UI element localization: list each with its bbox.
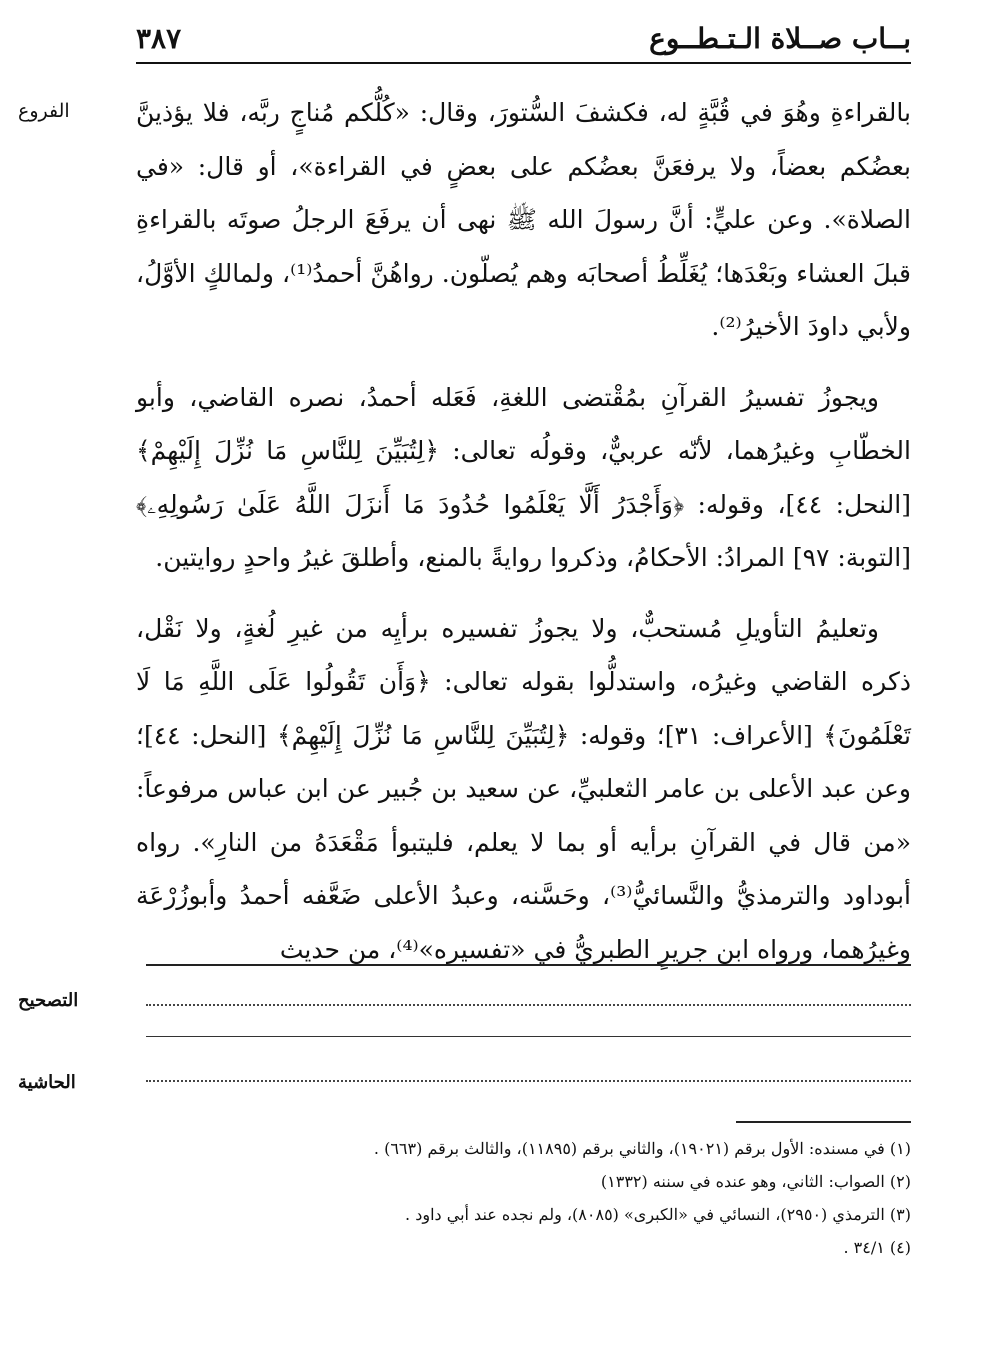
footnote-4: (٤) ٣٤/١ . (843, 1238, 911, 1257)
chapter-title: بــاب صــلاة الـتـطــوع (649, 22, 911, 55)
footnote-1: (١) في مسنده: الأول برقم (١٩٠٢١)، والثاني برقم (١١٨٩٥)، والثالث برقم (٦٦٣) . (373, 1139, 911, 1158)
hashiya-dotted-line (146, 1080, 911, 1082)
side-label-tashih: التصحيح (18, 990, 79, 1011)
paragraph-3: وتعليمُ التأويلِ مُستحبٌّ، ولا يجوزُ تفسيره برأيِه من غيرِ لُغةٍ، ولا نَقْل، ذكره القاضي وغيرُه، واستدلُّوا بقوله تعالى: ﴿وَأَن تَقُولُوا عَلَى اللَّهِ مَا لَا تَعْلَمُونَ﴾ [الأعراف: ٣١]؛ وقوله: ﴿لِتُبَيِّنَ لِلنَّاسِ مَا نُزِّلَ إِلَيْهِمْ﴾ [النحل: ٤٤]؛ وعن عبد الأعلى بن عامر الثعلبيِّ، عن سعيد بن جُبير عن ابن عباس مرفوعاً: «من قال في القرآنِ برأيه أو بما لا يعلم، فليتبوأ مَقْعَدَهُ من النارِ». رواه أبوداود والترمذيُّ والنَّسائيُّ⁽³⁾، وحَسَّنه، وعبدُ الأعلى ضَعَّفه أحمدُ وأبوزُرْعَة وغيرُهما، ورواه ابن جريرٍ الطبريُّ في «تفسيره»⁽⁴⁾، من حديث (136, 613, 911, 964)
paragraph-1: بالقراءةِ وهُوَ في قُبَّةٍ له، فكشفَ السُّتورَ، وقال: «كُلُّكم مُناجٍ ربَّه، فلا يؤذينَّ بعضُكم بعضاً، ولا يرفعَنَّ بعضُكم على بعضٍ في القراءة»، أو قال: «في الصلاة». وعن عليٍّ: أنَّ رسولَ الله ﷺ نهى أن يرفَعَ الرجلُ صوتَه بالقراءةِ قبلَ العشاء وبَعْدَها؛ يُغَلِّطُ أصحابَه وهم يُصلّون. رواهُنَّ أحمدُ⁽¹⁾، ولمالكٍ الأوَّلُ، ولأبي داودَ الأخيرُ⁽²⁾. (136, 98, 911, 341)
tashih-dotted-line (146, 1004, 911, 1006)
section-divider (146, 1036, 911, 1037)
paragraph-2: ويجوزُ تفسيرُ القرآنِ بمُقْتضى اللغةِ، فَعَله أحمدُ، نصره القاضي، وأبو الخطّابِ وغيرُهما، لأنّه عربيٌّ، وقولُه تعالى: ﴿لِتُبَيِّنَ لِلنَّاسِ مَا نُزِّلَ إِلَيْهِمْ﴾ [النحل: ٤٤]، وقوله: ﴿وَأَجْدَرُ أَلَّا يَعْلَمُوا حُدُودَ مَا أَنزَلَ اللَّهُ عَلَىٰ رَسُولِهِۦ﴾ [التوبة: ٩٧] المرادُ: الأحكامُ، وذكروا روايةً بالمنع، وأطلقَ غيرُ واحدٍ روايتين. (136, 382, 911, 572)
side-label-furu: الفروع (18, 100, 70, 122)
footnotes (136, 1132, 911, 1264)
main-text (136, 86, 911, 976)
footnote-3: (٣) الترمذي (٢٩٥٠)، النسائي في «الكبرى» (٨٠٨٥)، ولم نجده عند أبي داود . (405, 1205, 911, 1224)
main-text-rule (146, 964, 911, 966)
page-number: ٣٨٧ (136, 22, 182, 55)
footnote-2: (٢) الصواب: الثاني، وهو عنده في سننه (١٣٣٢) (600, 1172, 911, 1191)
side-label-hashiya: الحاشية (18, 1072, 76, 1093)
footnote-rule (736, 1121, 911, 1123)
header-rule (136, 62, 911, 64)
